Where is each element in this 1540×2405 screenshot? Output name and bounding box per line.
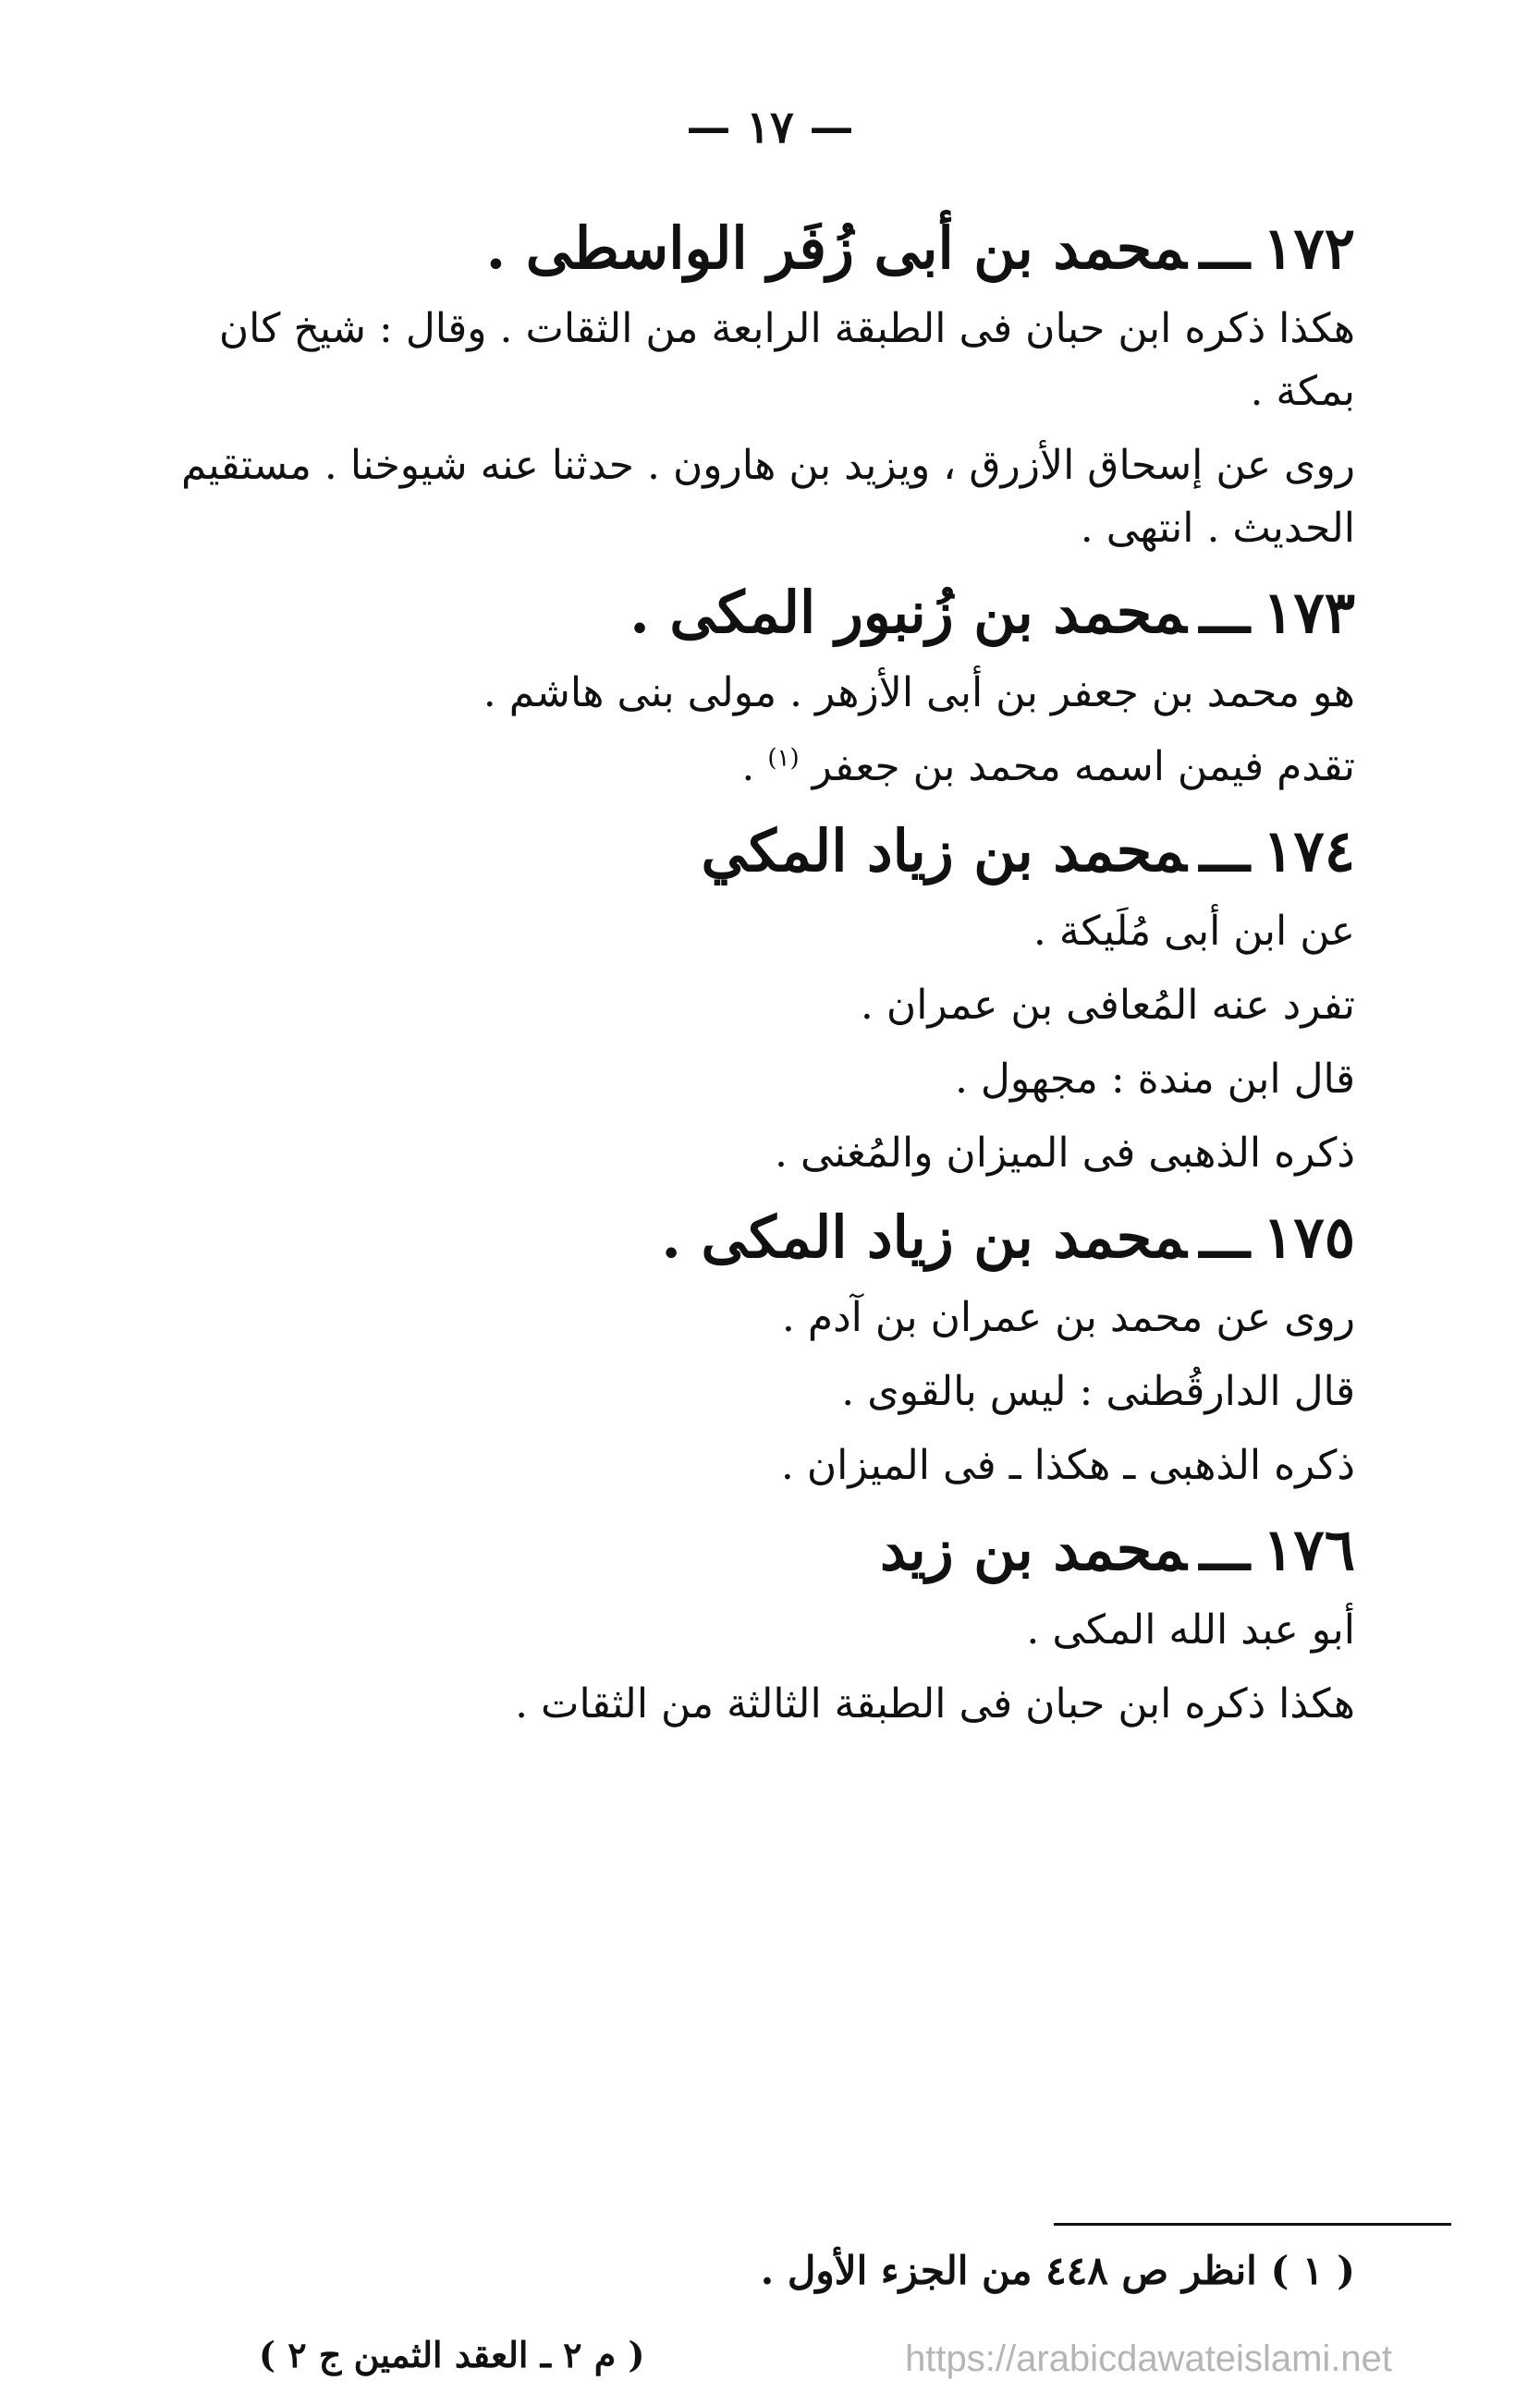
entry-number: ١٧٦: [1263, 1516, 1355, 1584]
entry-heading: [172, 815, 1355, 887]
text-line: ذكره الذهبى فى الميزان والمُغنى .: [774, 1129, 1355, 1178]
entry-heading: [172, 1202, 1355, 1274]
text-line: قال ابن مندة : مجهول .: [954, 1056, 1355, 1103]
entry-name: محمد بن زياد المكي: [701, 817, 1187, 885]
heading-dash: ـــ: [1199, 817, 1251, 885]
heading-dash: ـــ: [1199, 1516, 1251, 1584]
entry-number: ١٧٥: [1263, 1203, 1355, 1272]
entry-number: ١٧٣: [1263, 579, 1355, 647]
heading-dash: ـــ: [1199, 214, 1251, 282]
text-line: عن ابن أبى مُلَيكة .: [1033, 907, 1355, 955]
entry-name: محمد بن زياد المكى .: [661, 1203, 1187, 1272]
text-line-main: تقدم فيمن اسمه محمد بن جعفر: [812, 742, 1355, 790]
entry-175: [172, 1202, 1355, 1497]
entry-174: [172, 815, 1355, 1185]
entry-number: ١٧٢: [1263, 214, 1355, 282]
text-line: أبو عبد الله المكى .: [1026, 1605, 1355, 1654]
text-line: هكذا ذكره ابن حبان فى الطبقة الرابعة من الثقات . وقال : شيخ كان بمكة .: [218, 304, 1355, 415]
text-line: قال الدارقُطنى : ليس بالقوى .: [841, 1368, 1355, 1416]
text-line-end: .: [741, 742, 768, 790]
entry-heading: [172, 577, 1355, 649]
heading-dash: ـــ: [1199, 1203, 1251, 1272]
entry-173: [172, 577, 1355, 799]
text-line: تفرد عنه المُعافى بن عمران .: [860, 981, 1355, 1029]
footnote-marker: (١): [767, 744, 800, 773]
text-line: هو محمد بن جعفر بن أبى الأزهر . مولى بنى هاشم .: [483, 668, 1355, 716]
entry-name: محمد بن أبى زُفَر الواسطى .: [485, 214, 1187, 282]
entry-number: ١٧٤: [1263, 817, 1355, 885]
footnote: ( ١ ) انظر ص ٤٤٨ من الجزء الأول .: [760, 2248, 1355, 2293]
entry-172: [172, 213, 1355, 560]
footnote-divider: [1054, 2223, 1451, 2226]
entry-name: محمد بن زيد: [879, 1516, 1187, 1584]
text-line: روى عن محمد بن عمران بن آدم .: [781, 1293, 1355, 1341]
entry-heading: [172, 213, 1355, 285]
text-line: روى عن إسحاق الأزرق ، ويزيد بن هارون . حدثنا عنه شيوخنا . مستقيم الحديث . انتهى .: [181, 441, 1355, 553]
entry-heading: [172, 1514, 1355, 1586]
text-line: [172, 736, 1355, 799]
entry-name: محمد بن زُنبور المكى .: [629, 579, 1187, 647]
watermark: https://arabicdawateislami.net: [905, 2338, 1392, 2379]
heading-dash: ـــ: [1199, 579, 1251, 647]
entry-176: [172, 1514, 1355, 1736]
main-text: [172, 213, 1355, 1752]
text-line: ذكره الذهبى ـ هكذا ـ فى الميزان .: [780, 1442, 1355, 1490]
book-signature: ( م ٢ ـ العقد الثمين ج ٢ ): [259, 2334, 645, 2375]
page-number: — ١٧ —: [686, 102, 854, 153]
text-line: هكذا ذكره ابن حبان فى الطبقة الثالثة من الثقات .: [515, 1680, 1355, 1728]
